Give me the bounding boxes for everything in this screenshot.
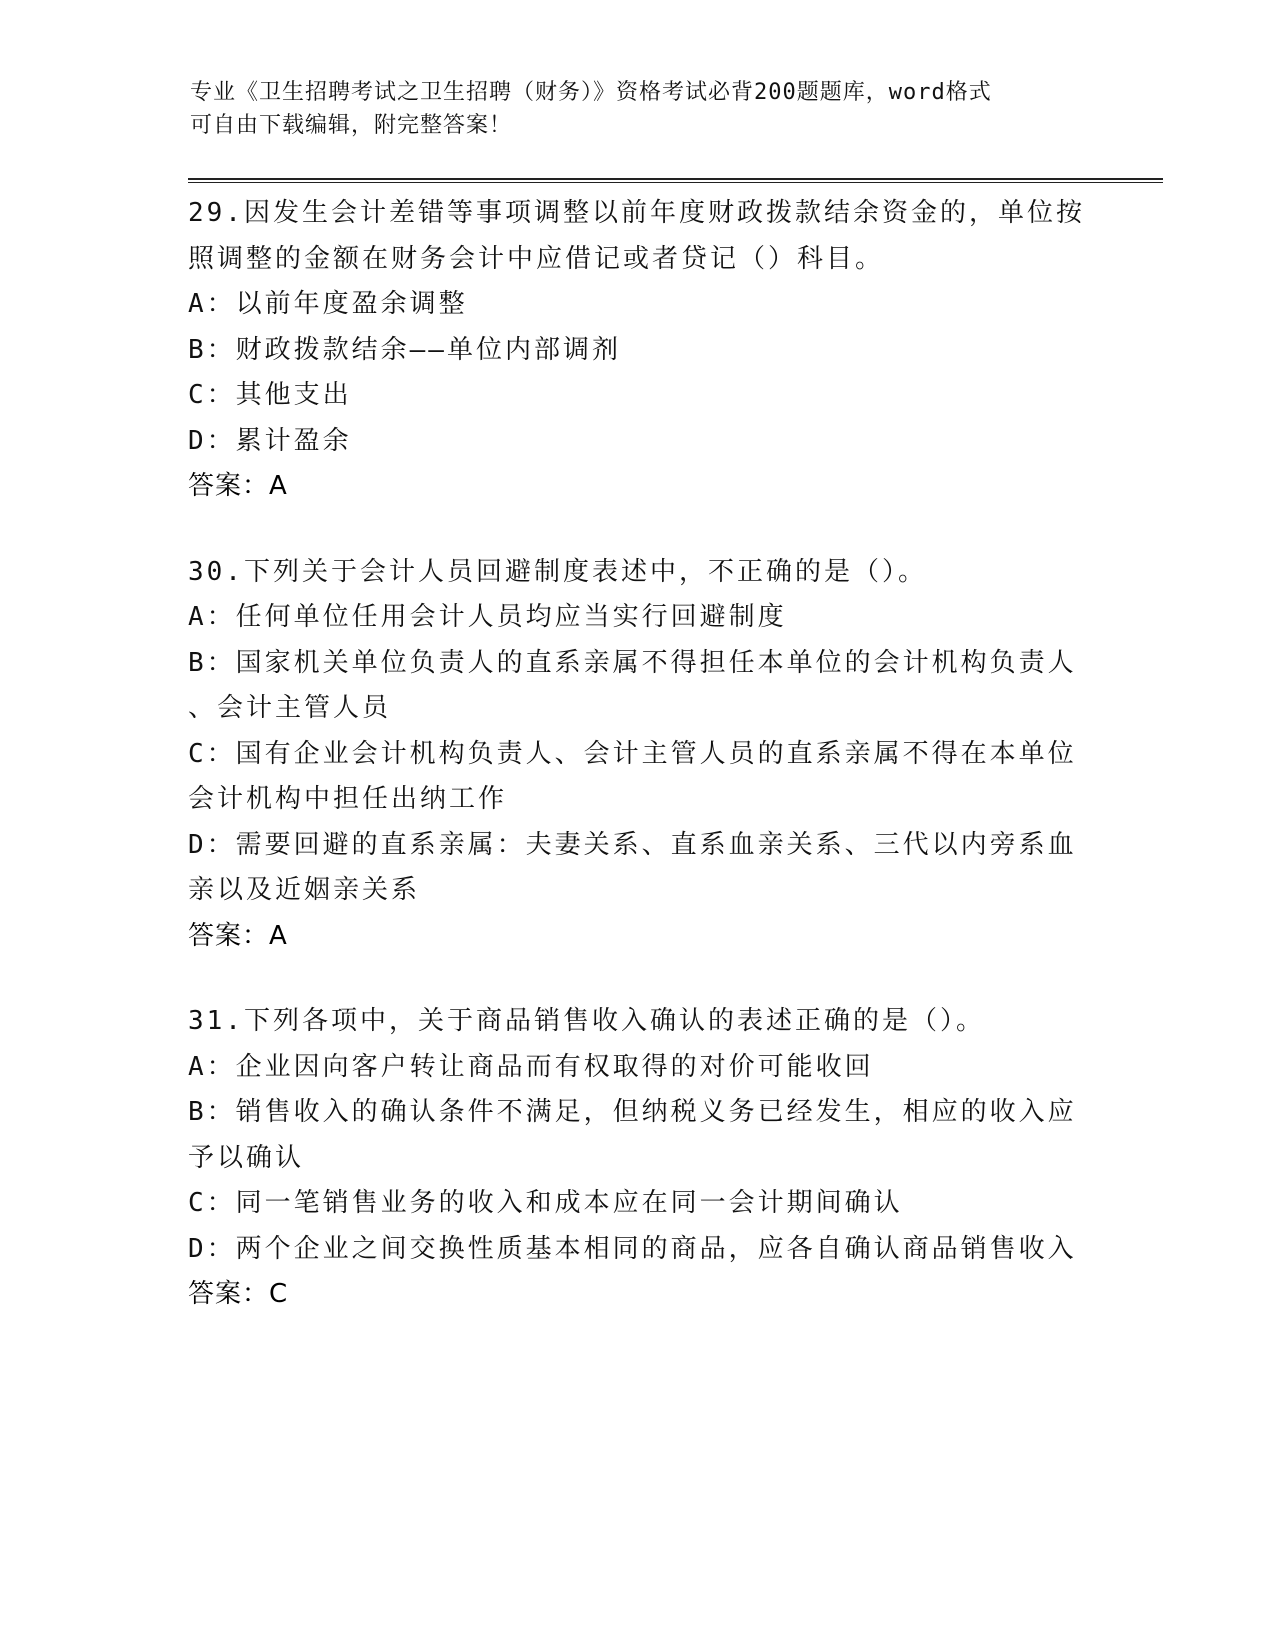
header-line-2: 可自由下载编辑，附完整答案！ [190, 113, 513, 138]
question-30 [188, 550, 1088, 960]
question-stem: 照调整的金额在财务会计中应借记或者贷记（）科目。 [188, 243, 885, 274]
option-d: D：两个企业之间交换性质基本相同的商品，应各自确认商品销售收入 [188, 1233, 1077, 1264]
option-d-continued: 亲以及近姻亲关系 [188, 875, 421, 905]
option-b-continued: 、会计主管人员 [188, 693, 392, 723]
option-d: D：累计盈余 [188, 425, 352, 456]
option-c: C：同一笔销售业务的收入和成本应在同一会计期间确认 [188, 1188, 903, 1218]
option-b: B：财政拨款结余——单位内部调剂 [188, 334, 621, 365]
answer-label: 答案：A [188, 471, 288, 501]
option-c: C：其他支出 [188, 380, 352, 410]
document-header [190, 76, 1090, 142]
question-29 [188, 191, 1088, 510]
option-c: C：国有企业会计机构负责人、会计主管人员的直系亲属不得在本单位 [188, 738, 1077, 769]
question-stem: 31.下列各项中，关于商品销售收入确认的表述正确的是（）。 [188, 1006, 985, 1036]
option-a: A：企业因向客户转让商品而有权取得的对价可能收回 [188, 1051, 874, 1082]
option-b: B：国家机关单位负责人的直系亲属不得担任本单位的会计机构负责人 [188, 647, 1077, 678]
option-a: A：任何单位任用会计人员均应当实行回避制度 [188, 602, 787, 632]
question-stem: 30.下列关于会计人员回避制度表述中，不正确的是（）。 [188, 556, 927, 587]
option-a: A：以前年度盈余调整 [188, 289, 468, 319]
answer-label: 答案：A [188, 920, 288, 951]
option-d: D：需要回避的直系亲属：夫妻关系、直系血亲关系、三代以内旁系血 [188, 829, 1077, 860]
question-31 [188, 999, 1088, 1318]
question-list [188, 191, 1088, 1358]
option-b-continued: 予以确认 [188, 1142, 305, 1173]
option-c-continued: 会计机构中担任出纳工作 [188, 784, 508, 814]
answer-label: 答案：C [188, 1279, 289, 1309]
question-stem: 29.因发生会计差错等事项调整以前年度财政拨款结余资金的，单位按 [188, 198, 1085, 228]
header-line-1: 专业《卫生招聘考试之卫生招聘（财务）》资格考试必背200题题库，word格式 [190, 80, 992, 105]
header-divider [188, 178, 1163, 183]
option-b: B：销售收入的确认条件不满足，但纳税义务已经发生，相应的收入应 [188, 1097, 1077, 1127]
